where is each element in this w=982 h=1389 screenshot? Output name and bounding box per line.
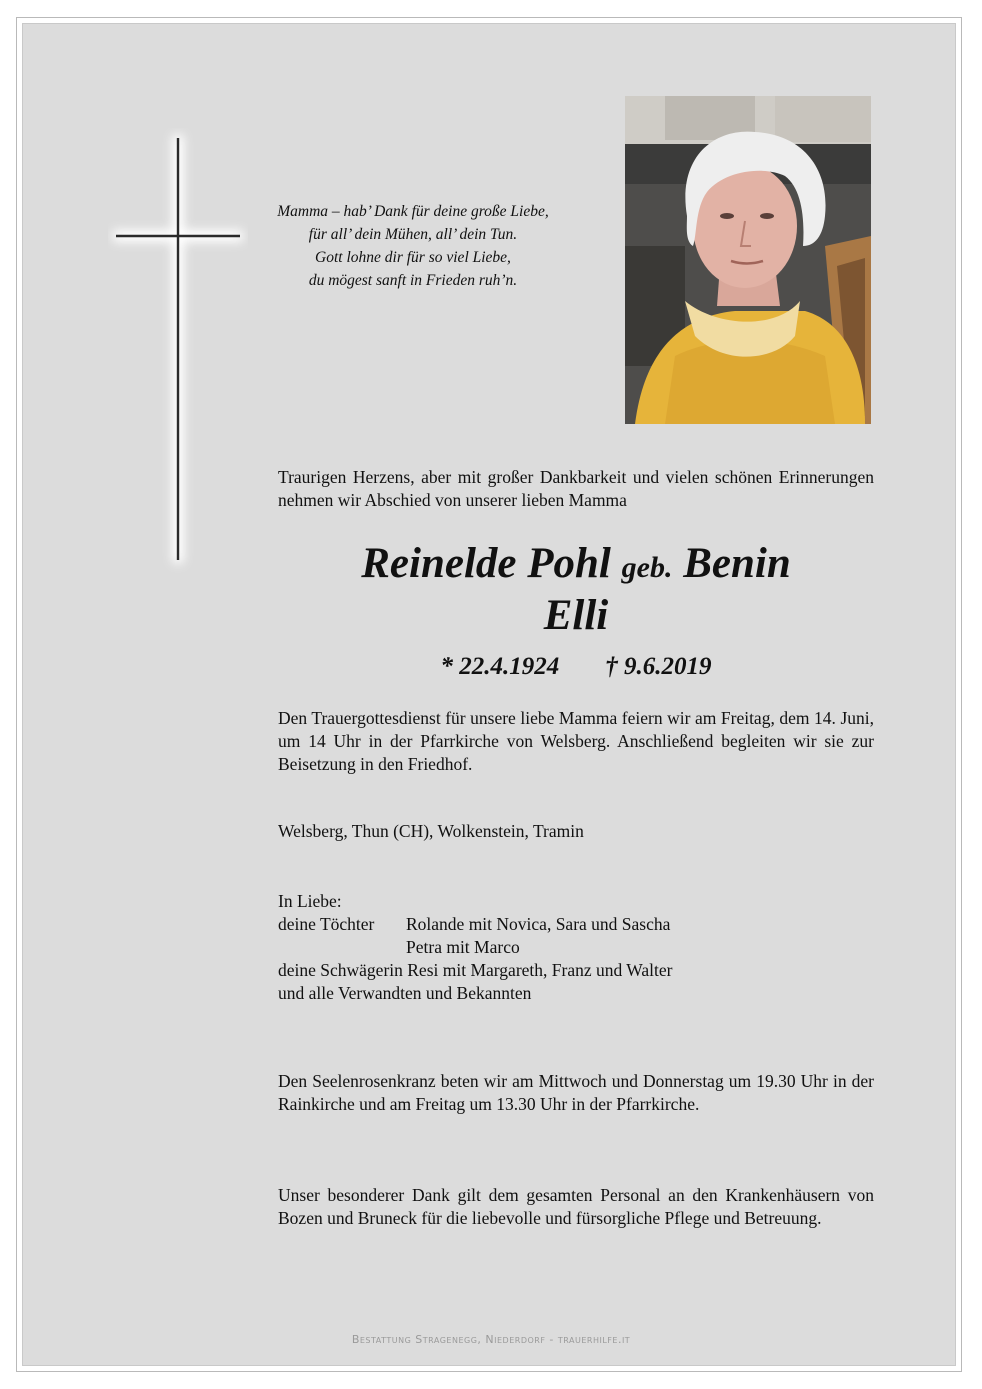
portrait-photo [625, 96, 871, 424]
service-text: Den Trauergottesdienst für unsere liebe Mamma feiern wir am Freitag, dem 14. Juni, um 14 Uhr in der Pfarrkirche von Welsberg. Anschließend begleiten wir sie zur Beisetzung in den Friedhof. [278, 708, 874, 774]
cross-icon [108, 128, 248, 578]
verse-text: Mamma – hab’ Dank für deine große Liebe, für all’ dein Mühen, all’ dein Tun. Gott lohne dir für so viel Liebe, du mögest sanft in Frieden ruh’n. [277, 203, 549, 289]
nickname: Elli [543, 592, 609, 639]
mourners-list [278, 890, 874, 1005]
intro-text: Traurigen Herzens, aber mit großer Dankbarkeit und vielen schönen Erinnerungen nehmen wir Abschied von unserer lieben Mamma [278, 467, 874, 510]
birth-date: * 22.4.1924 [440, 653, 560, 680]
rosary-text: Den Seelenrosenkranz beten wir am Mittwoch und Donnerstag um 19.30 Uhr in der Rainkirche und am Freitag um 13.30 Uhr in der Pfarrkirche. [278, 1071, 874, 1114]
mourners-row [278, 913, 874, 936]
daughters-line-1: Rolande mit Novica, Sara und Sascha [406, 914, 671, 934]
mourners-heading: In Liebe: [278, 891, 342, 911]
thanks-text: Unser besonderer Dank gilt dem gesamten Personal an den Krankenhäusern von Bozen und Bruneck für die liebevolle und fürsorgliche Pflege und Betreuung. [278, 1185, 874, 1228]
spacer [278, 936, 406, 959]
footer-credit: Bestattung Stragenegg, Niederdorf - trauerhilfe.it [351, 1333, 631, 1346]
places-text: Welsberg, Thun (CH), Wolkenstein, Tramin [278, 821, 584, 841]
birth-name-prefix: geb. [621, 551, 673, 584]
mourners-line: und alle Verwandten und Bekannten [278, 983, 532, 1003]
deceased-name [278, 538, 874, 594]
name: Reinelde Pohl [361, 540, 611, 587]
daughters-line-2: Petra mit Marco [406, 937, 520, 957]
mourners-row [278, 936, 874, 959]
birth-name: Benin [683, 540, 791, 587]
daughters-label: deine Töchter [278, 914, 375, 934]
life-dates [278, 652, 874, 682]
mourners-line: deine Schwägerin Resi mit Margareth, Franz und Walter [278, 960, 673, 980]
death-date: † 9.6.2019 [605, 653, 712, 680]
